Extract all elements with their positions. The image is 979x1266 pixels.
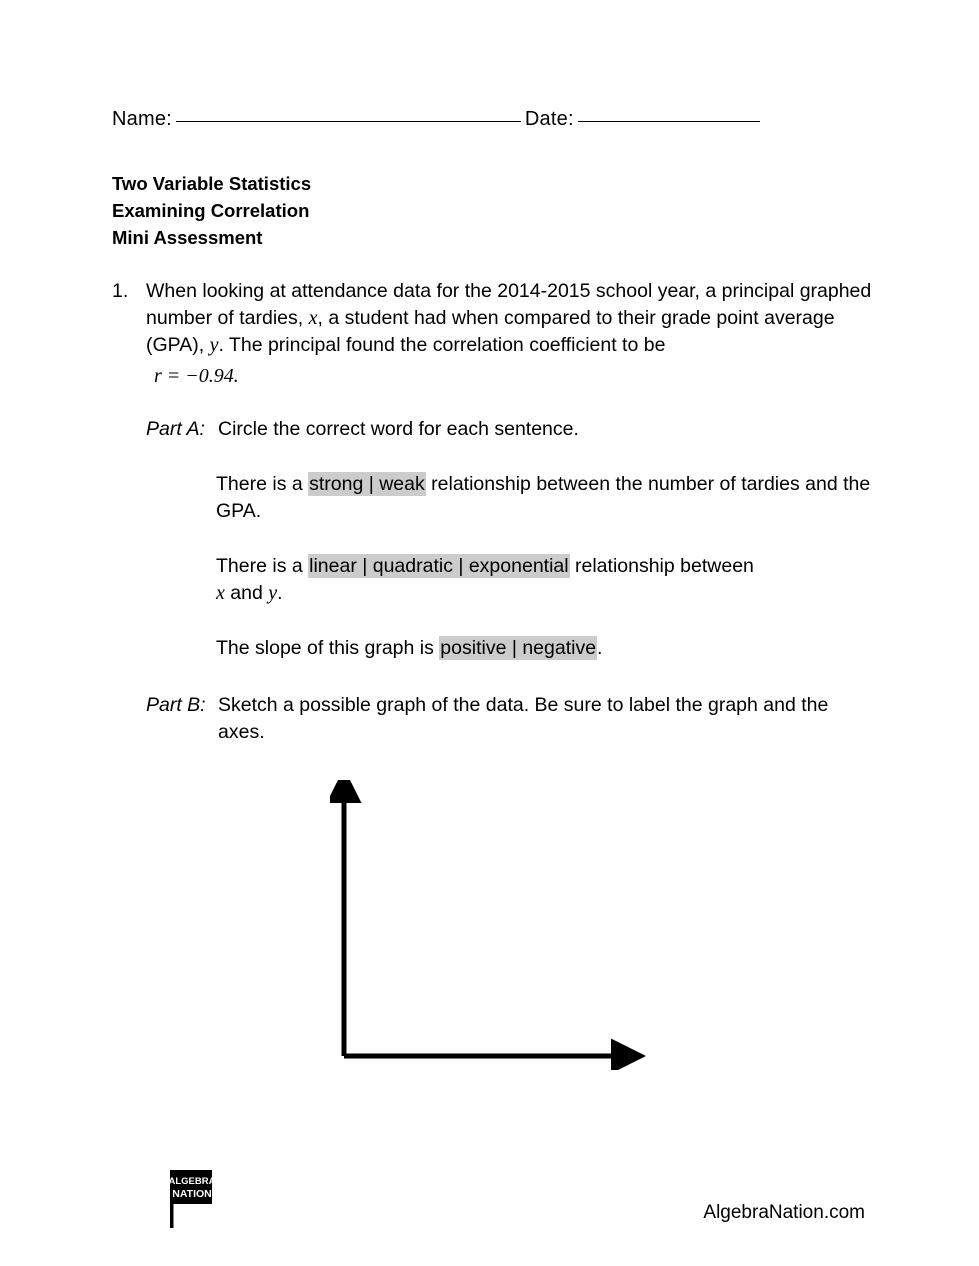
part-b-label: Part B:: [146, 694, 206, 716]
date-label: Date:: [524, 108, 574, 130]
question-text-part-3: . The principal found the correlation coefficient to be: [218, 334, 666, 356]
part-b-row: [146, 692, 872, 746]
sentence-3-choices[interactable]: positive | negative: [440, 637, 597, 659]
variable-x: x: [308, 307, 318, 329]
sentence-2-choices[interactable]: linear | quadratic | exponential: [309, 555, 569, 577]
sentence-1-post: relationship between the number of tardies and the GPA.: [216, 473, 871, 522]
question-text: [146, 278, 872, 390]
sentence-2-post-end: .: [277, 582, 283, 604]
part-a-row: [146, 416, 872, 443]
name-blank-field[interactable]: [176, 120, 521, 122]
question-1: [112, 278, 872, 746]
choice-sentence-3: [216, 635, 872, 662]
sentence-2-post-mid: and: [224, 582, 269, 604]
sentence-1-choices[interactable]: strong | weak: [309, 473, 425, 495]
flag-logo-icon: [162, 1168, 222, 1230]
page-title: [112, 170, 311, 251]
title-line-2: Examining Correlation: [112, 200, 310, 221]
part-a-label: Part A:: [146, 418, 205, 440]
sentence-3-post: .: [597, 637, 603, 659]
date-blank-field[interactable]: [578, 120, 760, 122]
sentence-3-pre: The slope of this graph is: [216, 637, 440, 659]
part-b-instruction: Sketch a possible graph of the data. Be sure to label the graph and the axes.: [218, 694, 829, 743]
title-line-3: Mini Assessment: [112, 227, 263, 248]
choice-sentences: [216, 471, 872, 662]
variable-y: y: [209, 334, 219, 356]
axes-icon: [330, 780, 650, 1070]
question-text-part-1: When looking at attendance data for the 2014-2015 school year, a principal graphed number of tardies,: [146, 280, 872, 329]
sentence-2-variable-y: y: [268, 582, 278, 604]
title-line-1: Two Variable Statistics: [112, 173, 312, 194]
name-date-row: [112, 108, 872, 131]
choice-sentence-1: [216, 471, 872, 525]
name-label: Name:: [112, 108, 172, 130]
algebra-nation-logo: [162, 1168, 222, 1230]
sentence-2-variable-x: x: [216, 582, 225, 604]
question-text-part-2: , a student had when compared to their grade point average (GPA),: [146, 307, 835, 356]
sentence-2-pre: There is a: [216, 555, 309, 577]
part-a-instruction: Circle the correct word for each sentence.: [218, 418, 579, 440]
svg-text:ALGEBRA: ALGEBRA: [168, 1176, 216, 1187]
website-text: AlgebraNation.com: [703, 1202, 865, 1223]
blank-axes-sketch-area[interactable]: [330, 780, 650, 1070]
svg-text:NATION: NATION: [172, 1188, 212, 1200]
sentence-2-post: relationship between: [569, 555, 754, 577]
question-1-stem: [112, 278, 872, 390]
correlation-coefficient-value: r = −0.94.: [154, 365, 239, 387]
choice-sentence-2: [216, 553, 872, 607]
question-number: 1.: [112, 280, 129, 302]
sentence-1-pre: There is a: [216, 473, 309, 495]
